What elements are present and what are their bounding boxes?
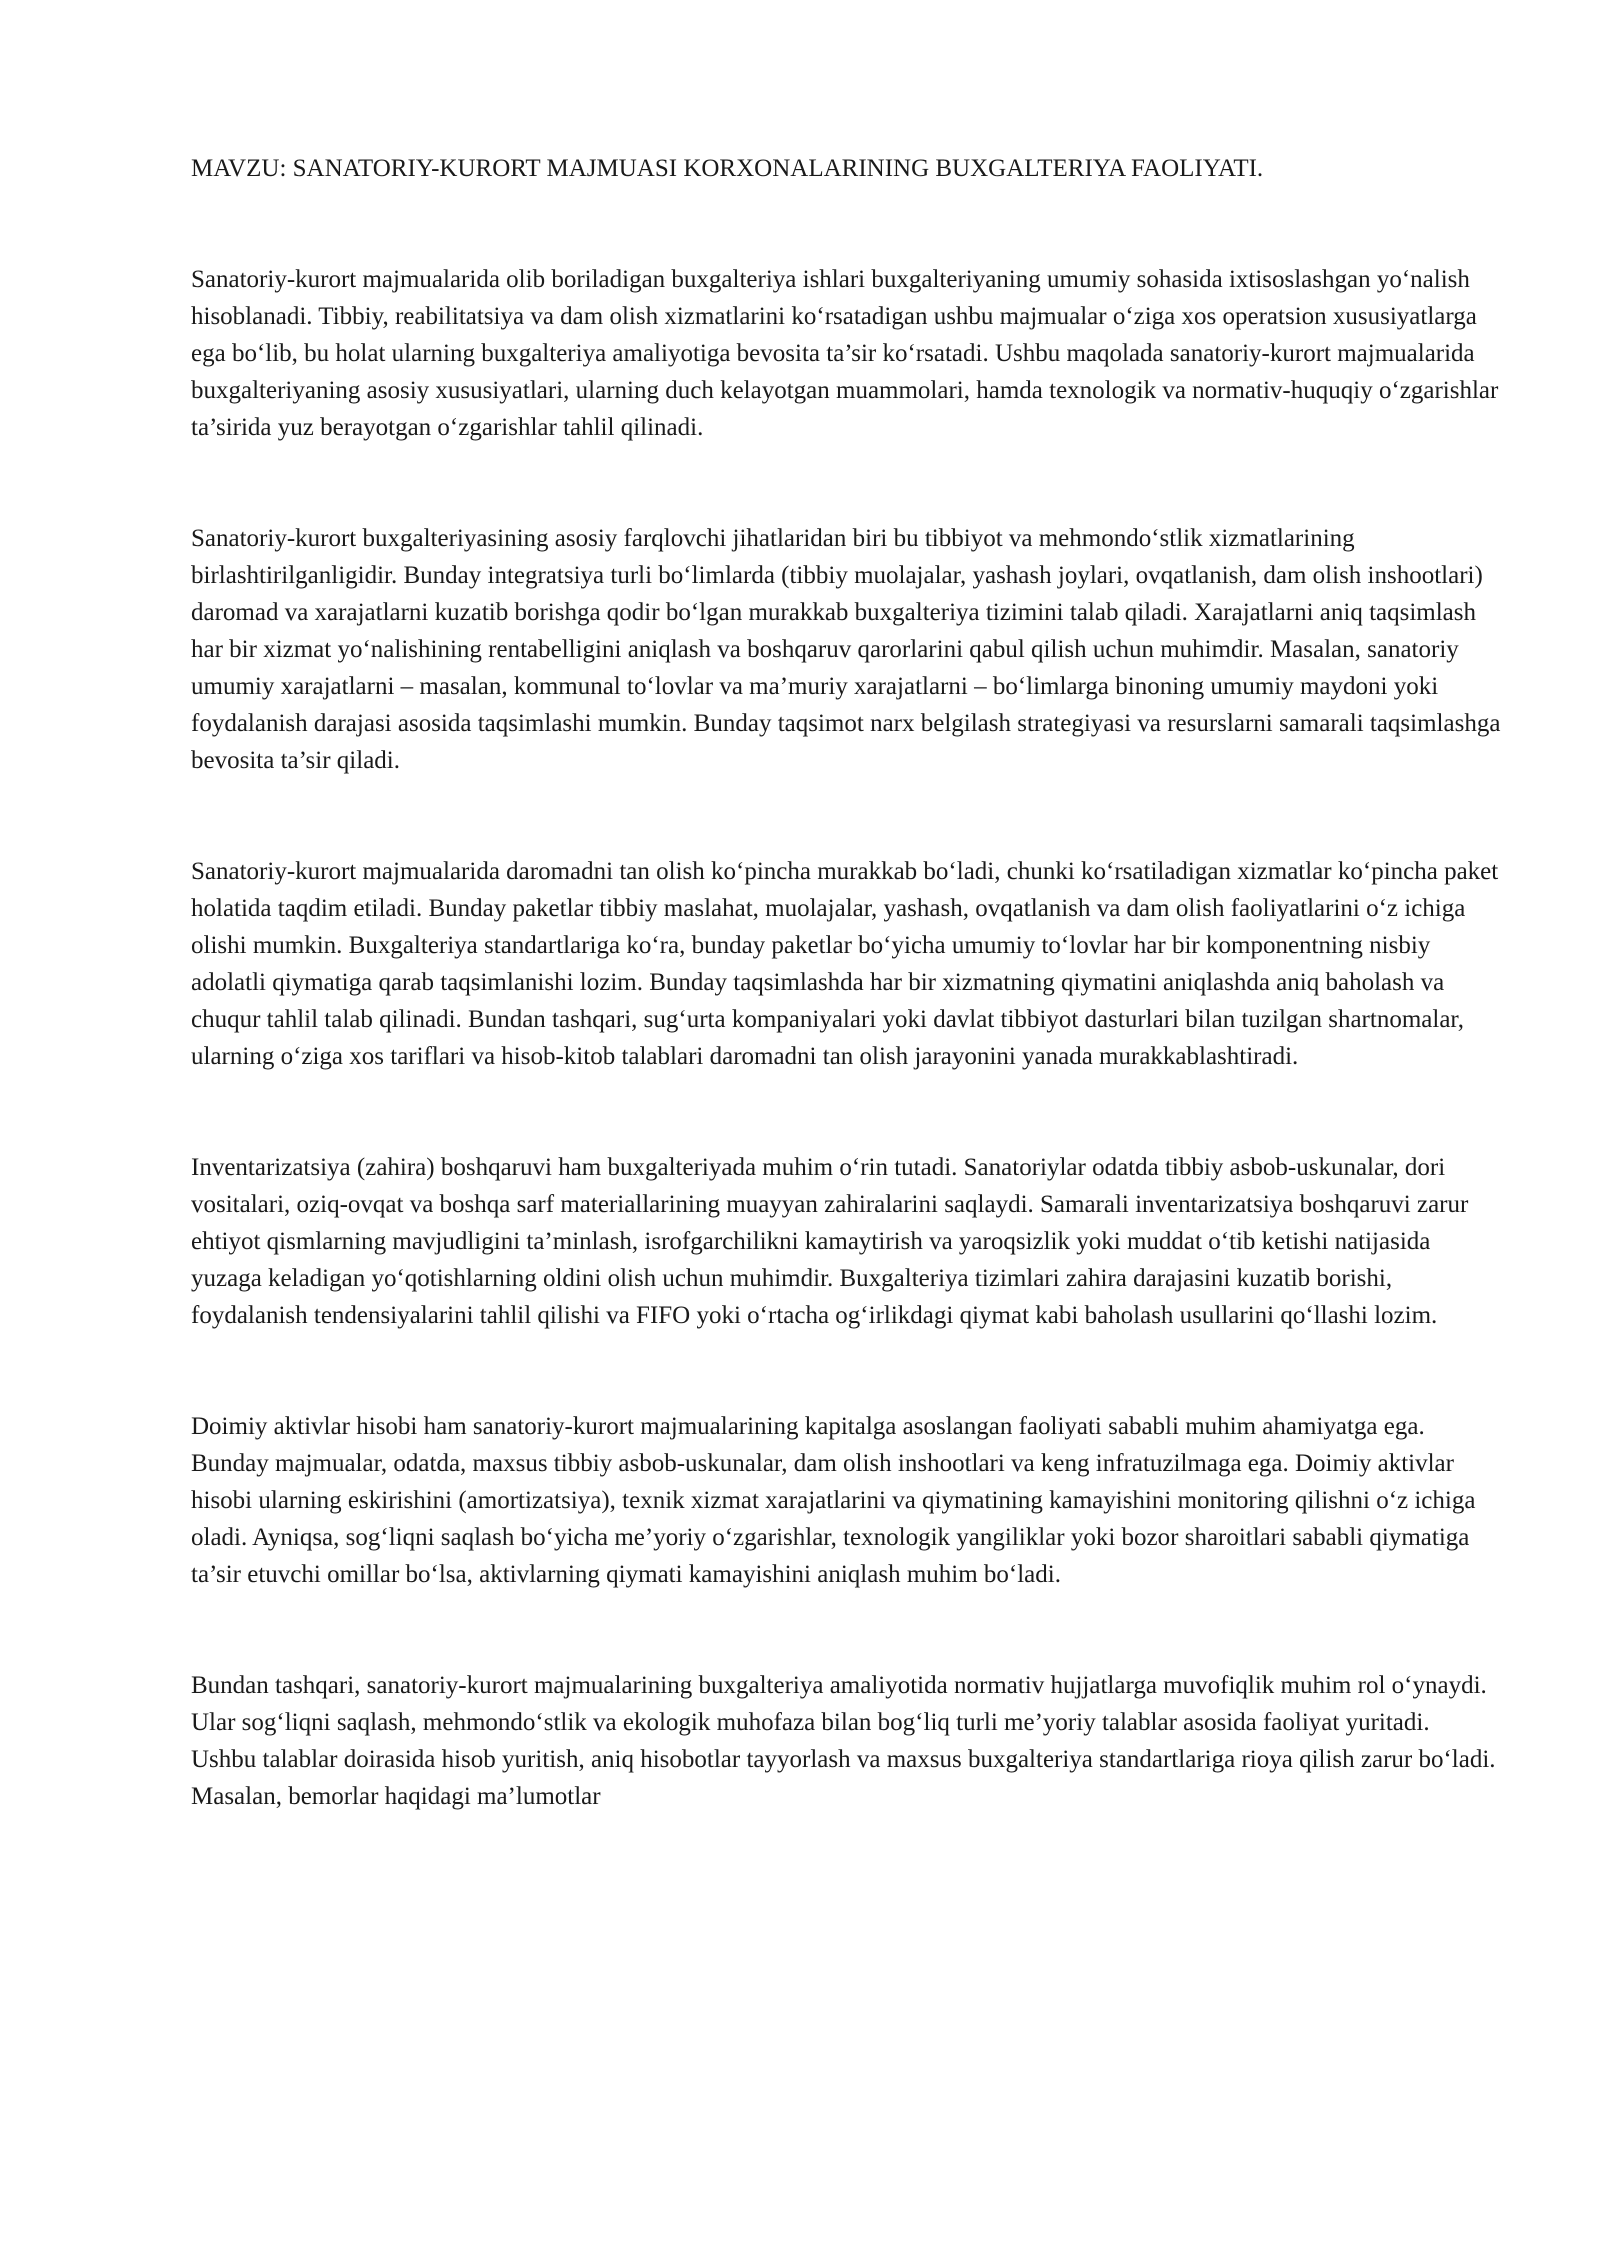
document-title: MAVZU: SANATORIY-KURORT MAJMUASI KORXONALARINING BUXGALTERIYA FAOLIYATI.: [191, 155, 1264, 182]
paragraph-5: Doimiy aktivlar hisobi ham sanatoriy-kurort majmualarining kapitalga asoslangan faoliyati sababli muhim ahamiyatga ega. Bunday majmualar, odatda, maxsus tibbiy asbob-uskunalar, dam olish inshootlari va keng infratuzilmaga ega. Doimiy aktivlar hisobi ularning eskirishini (amortizatsiya), texnik xizmat xarajatlarini va qiymatining kamayishini monitoring qilishni o‘z ichiga oladi. Ayniqsa, sog‘liqni saqlash bo‘yicha me’yoriy o‘zgarishlar, texnologik yangiliklar yoki bozor sharoitlari sababli qiymatiga ta’sir etuvchi omillar bo‘lsa, aktivlarning qiymati kamayishini aniqlash muhim bo‘ladi.: [191, 1413, 1476, 1588]
document-page: [191, 150, 1501, 1815]
paragraph-4: Inventarizatsiya (zahira) boshqaruvi ham buxgalteriyada muhim o‘rin tutadi. Sanatoriylar odatda tibbiy asbob-uskunalar, dori vositalari, oziq-ovqat va boshqa sarf materiallarining muayyan zahiralarini saqlaydi. Samarali inventarizatsiya boshqaruvi zarur ehtiyot qismlarning mavjudligini ta’minlash, isrofgarchilikni kamaytirish va yaroqsizlik yoki muddat o‘tib ketishi natijasida yuzaga keladigan yo‘qotishlarning oldini olish uchun muhimdir. Buxgalteriya tizimlari zahira darajasini kuzatib borishi, foydalanish tendensiyalarini tahlil qilishi va FIFO yoki o‘rtacha og‘irlikdagi qiymat kabi baholash usullarini qo‘llashi lozim.: [191, 1154, 1469, 1329]
paragraph-3: Sanatoriy-kurort majmualarida daromadni tan olish ko‘pincha murakkab bo‘ladi, chunki ko‘rsatiladigan xizmatlar ko‘pincha paket holatida taqdim etiladi. Bunday paketlar tibbiy maslahat, muolajalar, yashash, ovqatlanish va dam olish faoliyatlarini o‘z ichiga olishi mumkin. Buxgalteriya standartlariga ko‘ra, bunday paketlar bo‘yicha umumiy to‘lovlar har bir komponentning nisbiy adolatli qiymatiga qarab taqsimlanishi lozim. Bunday taqsimlashda har bir xizmatning qiymatini aniqlashda aniq baholash va chuqur tahlil talab qilinadi. Bundan tashqari, sug‘urta kompaniyalari yoki davlat tibbiyot dasturlari bilan tuzilgan shartnomalar, ularning o‘ziga xos tariflari va hisob-kitob talablari daromadni tan olish jarayonini yanada murakkablashtiradi.: [191, 858, 1499, 1070]
paragraph-2: Sanatoriy-kurort buxgalteriyasining asosiy farqlovchi jihatlaridan biri bu tibbiyot va mehmondo‘stlik xizmatlarining birlashtirilganligidir. Bunday integratsiya turli bo‘limlarda (tibbiy muolajalar, yashash joylari, ovqatlanish, dam olish inshootlari) daromad va xarajatlarni kuzatib borishga qodir bo‘lgan murakkab buxgalteriya tizimini talab qiladi. Xarajatlarni aniq taqsimlash har bir xizmat yo‘nalishining rentabelligini aniqlash va boshqaruv qarorlarini qabul qilish uchun muhimdir. Masalan, sanatoriy umumiy xarajatlarni – masalan, kommunal to‘lovlar va ma’muriy xarajatlarni – bo‘limlarga binoning umumiy maydoni yoki foydalanish darajasi asosida taqsimlashi mumkin. Bunday taqsimot narx belgilash strategiyasi va resurslarni samarali taqsimlashga bevosita ta’sir qiladi.: [191, 525, 1501, 774]
paragraph-6: Bundan tashqari, sanatoriy-kurort majmualarining buxgalteriya amaliyotida normativ hujjatlarga muvofiqlik muhim rol o‘ynaydi. Ular sog‘liqni saqlash, mehmondo‘stlik va ekologik muhofaza bilan bog‘liq turli me’yoriy talablar asosida faoliyat yuritadi. Ushbu talablar doirasida hisob yuritish, aniq hisobotlar tayyorlash va maxsus buxgalteriya standartlariga rioya qilish zarur bo‘ladi. Masalan, bemorlar haqidagi ma’lumotlar: [191, 1672, 1496, 1810]
paragraph-1: Sanatoriy-kurort majmualarida olib boriladigan buxgalteriya ishlari buxgalteriyaning umumiy sohasida ixtisoslashgan yo‘nalish hisoblanadi. Tibbiy, reabilitatsiya va dam olish xizmatlarini ko‘rsatadigan ushbu majmualar o‘ziga xos operatsion xususiyatlarga ega bo‘lib, bu holat ularning buxgalteriya amaliyotiga bevosita ta’sir ko‘rsatadi. Ushbu maqolada sanatoriy-kurort majmualarida buxgalteriyaning asosiy xususiyatlari, ularning duch kelayotgan muammolari, hamda texnologik va normativ-huquqiy o‘zgarishlar ta’sirida yuz berayotgan o‘zgarishlar tahlil qilinadi.: [191, 266, 1499, 441]
